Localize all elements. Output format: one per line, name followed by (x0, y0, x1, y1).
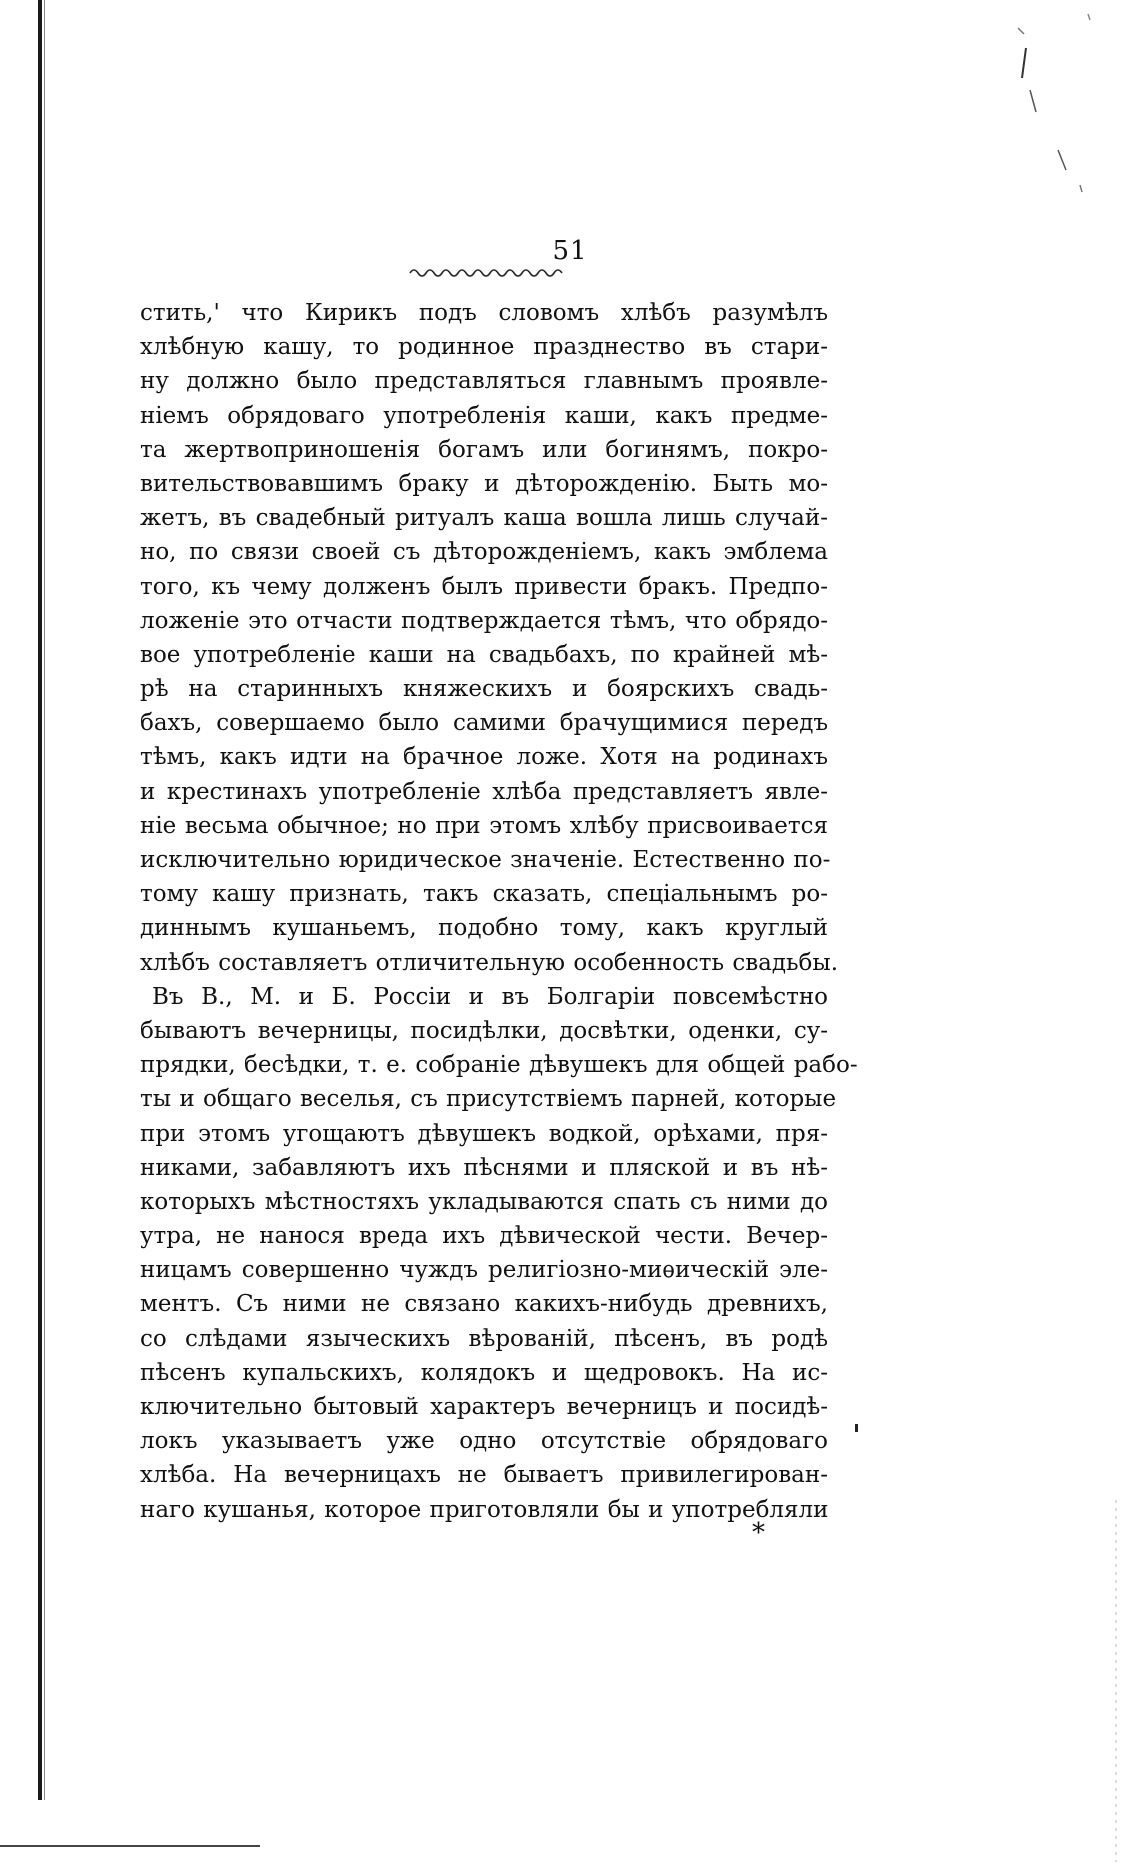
text-line: Въ В., М. и Б. Россіи и въ Болгаріи повсемѣстно (152, 983, 828, 1010)
text-line: наго кушанья, которое приготовляли бы и употребляли (140, 1496, 829, 1523)
bottom-edge-rule (0, 1845, 260, 1847)
text-line: тѣмъ, какъ идти на брачное ложе. Хотя на родинахъ (140, 744, 828, 771)
text-line: тому кашу признать, такъ сказать, спеціальнымъ ро- (140, 881, 828, 908)
text-line: бываютъ вечерницы, посидѣлки, досвѣтки, оденки, су- (140, 1017, 828, 1044)
text-line: жетъ, въ свадебный ритуалъ каша вошла лишь случай- (140, 505, 828, 532)
text-line: ментъ. Съ ними не связано какихъ-нибудь древнихъ, (140, 1291, 828, 1318)
text-line: ложеніе это отчасти подтверждается тѣмъ, что обрядо- (140, 607, 828, 634)
scan-mark (855, 1424, 858, 1432)
text-line: исключительно юридическое значеніе. Естественно по- (140, 847, 831, 873)
scan-mark (1080, 185, 1082, 192)
text-line: и крестинахъ употребленіе хлѣба представляетъ явле- (140, 778, 828, 805)
text-line: стить,' что Кирикъ подъ словомъ хлѣбъ разумѣлъ (140, 300, 828, 326)
text-line: бахъ, совершаемо было самими брачущимися передъ (140, 710, 828, 737)
text-line: со слѣдами языческихъ вѣрованій, пѣсенъ, въ родѣ (140, 1325, 828, 1352)
text-line: та жертвоприношенія богамъ или богинямъ, покро- (140, 436, 828, 463)
text-line: диннымъ кушаньемъ, подобно тому, какъ круглый (140, 915, 828, 942)
scan-mark (1018, 28, 1024, 34)
text-line: при этомъ угощаютъ дѣвушекъ водкой, орѣхами, пря- (140, 1120, 828, 1147)
page-binding-edge (38, 0, 42, 1800)
text-line: локъ указываетъ уже одно отсутствіе обрядоваго (140, 1428, 828, 1455)
text-line: ключительно бытовый характеръ вечерницъ и посидѣ- (140, 1394, 828, 1420)
text-line: ніе весьма обычное; но при этомъ хлѣбу присвоивается (140, 812, 828, 839)
text-line: ницамъ совершенно чуждъ религіозно-миѳическій эле- (140, 1257, 828, 1284)
scan-mark (1030, 90, 1036, 112)
page-binding-edge-shadow (44, 0, 45, 1800)
page-number-ornament (408, 265, 568, 279)
text-line: вительствовавшимъ браку и дѣторожденію. Быть мо- (140, 470, 828, 497)
text-line: хлѣбную кашу, то родинное празднество въ стари- (140, 334, 828, 361)
text-line: пѣсенъ купальскихъ, колядокъ и щедровокъ. На ис- (140, 1359, 828, 1386)
text-line: вое употребленіе каши на свадьбахъ, по крайней мѣ- (140, 641, 828, 668)
text-line: ніемъ обрядоваго употребленія каши, какъ предме- (140, 402, 828, 429)
scan-mark (1088, 14, 1090, 20)
scan-mark (1058, 150, 1066, 170)
text-line: утра, не нанося вреда ихъ дѣвической чести. Вечер- (140, 1223, 828, 1250)
text-line: никами, забавляютъ ихъ пѣснями и пляской и въ нѣ- (140, 1154, 828, 1181)
text-line: ты и общаго веселья, съ присутствіемъ парней, которые (140, 1086, 837, 1113)
page-number: 51 (552, 236, 588, 266)
text-line: хлѣба. На вечерницахъ не бываетъ привилегирован- (140, 1462, 828, 1489)
scan-mark (1022, 48, 1026, 78)
text-line: прядки, бесѣдки, т. е. собраніе дѣвушекъ для общей рабо- (140, 1052, 858, 1079)
text-line: того, къ чему долженъ былъ привести бракъ. Предпо- (140, 573, 828, 600)
footer-mark: * (752, 1518, 765, 1548)
body-text (140, 296, 858, 1527)
text-line: ну должно было представляться главнымъ проявле- (140, 368, 828, 395)
text-line: которыхъ мѣстностяхъ укладываются спать съ ними до (140, 1188, 828, 1215)
text-line: хлѣбъ составляетъ отличительную особенность свадьбы. (140, 949, 839, 976)
text-line: рѣ на старинныхъ княжескихъ и боярскихъ свадь- (140, 676, 828, 703)
text-line: но, по связи своей съ дѣторожденіемъ, какъ эмблема (140, 539, 828, 566)
